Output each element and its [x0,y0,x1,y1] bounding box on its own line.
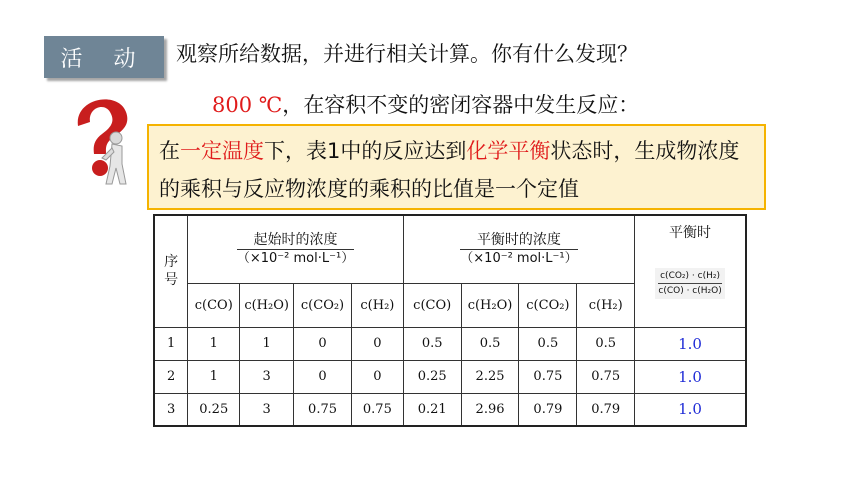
reaction-condition [212,89,639,119]
order-header: 序 号 [154,215,188,327]
cell: 0.5 [461,327,519,360]
cell: 0 [294,360,352,393]
col-eq-co: c(CO) [403,283,461,327]
cell: 2.25 [461,360,519,393]
cell: 2.96 [461,393,519,426]
cell: 0.5 [577,327,635,360]
col-initial-co2: c(CO₂) [294,283,352,327]
cell: 0.79 [519,393,577,426]
ratio-denominator: c(CO) · c(H₂O) [658,286,722,296]
ratio-title: 平衡时 [669,225,712,241]
initial-group-title: 起始时的浓度 [253,232,338,249]
initial-unit: （×10⁻² mol·L⁻¹） [236,251,355,267]
table-row [154,393,746,426]
cell: 3 [240,360,294,393]
initial-concentration-header [188,215,403,283]
cell: 1 [188,327,240,360]
conclusion-part-2: 下，表1中的反应达到 [264,139,467,163]
instruction-text: 观察所给数据，并进行相关计算。你有什么发现？ [176,42,638,66]
col-initial-co: c(CO) [188,283,240,327]
table-row [154,327,746,360]
cell: 0.21 [403,393,461,426]
cell: 3 [240,393,294,426]
conclusion-part-1: 在 [159,139,180,163]
ratio-numerator: c(CO₂) · c(H₂) [658,270,721,284]
cell: 1 [188,360,240,393]
condition-text: ，在容积不变的密闭容器中发生反应： [282,93,640,117]
row-order: 2 [154,360,188,393]
ratio-value: 1.0 [635,360,746,393]
cell: 1 [240,327,294,360]
cell: 0.75 [351,393,403,426]
col-eq-h2o: c(H₂O) [461,283,519,327]
conclusion-highlight-temperature: 一定温度 [180,139,264,163]
question-mark-figure-icon [60,88,146,188]
ratio-value: 1.0 [635,393,746,426]
cell: 0.5 [403,327,461,360]
conclusion-part-3: 状态时，生成物浓度的乘积与反应物浓度的乘积的比值是一个定值 [159,139,740,201]
data-table [153,214,747,426]
cell: 0 [351,360,403,393]
col-initial-h2o: c(H₂O) [240,283,294,327]
col-eq-co2: c(CO₂) [519,283,577,327]
cell: 0.75 [294,393,352,426]
ratio-header [635,215,746,327]
conclusion-box [147,124,766,210]
cell: 0 [351,327,403,360]
cell: 0.25 [403,360,461,393]
temperature: 800 ℃ [212,93,283,117]
equilibrium-group-title: 平衡时的浓度 [476,232,561,249]
cell: 0.79 [577,393,635,426]
col-initial-h2: c(H₂) [351,283,403,327]
ratio-formula [655,268,724,299]
cell: 0 [294,327,352,360]
cell: 0.75 [577,360,635,393]
row-order: 1 [154,327,188,360]
cell: 0.5 [519,327,577,360]
equilibrium-concentration-header [403,215,634,283]
cell: 0.75 [519,360,577,393]
ratio-value: 1.0 [635,327,746,360]
conclusion-highlight-equilibrium: 化学平衡 [466,139,551,163]
equilibrium-unit: （×10⁻² mol·L⁻¹） [460,251,578,267]
cell: 0.25 [188,393,240,426]
row-order: 3 [154,393,188,426]
col-eq-h2: c(H₂) [577,283,635,327]
activity-tag: 活 动 [44,36,164,78]
table-row [154,360,746,393]
